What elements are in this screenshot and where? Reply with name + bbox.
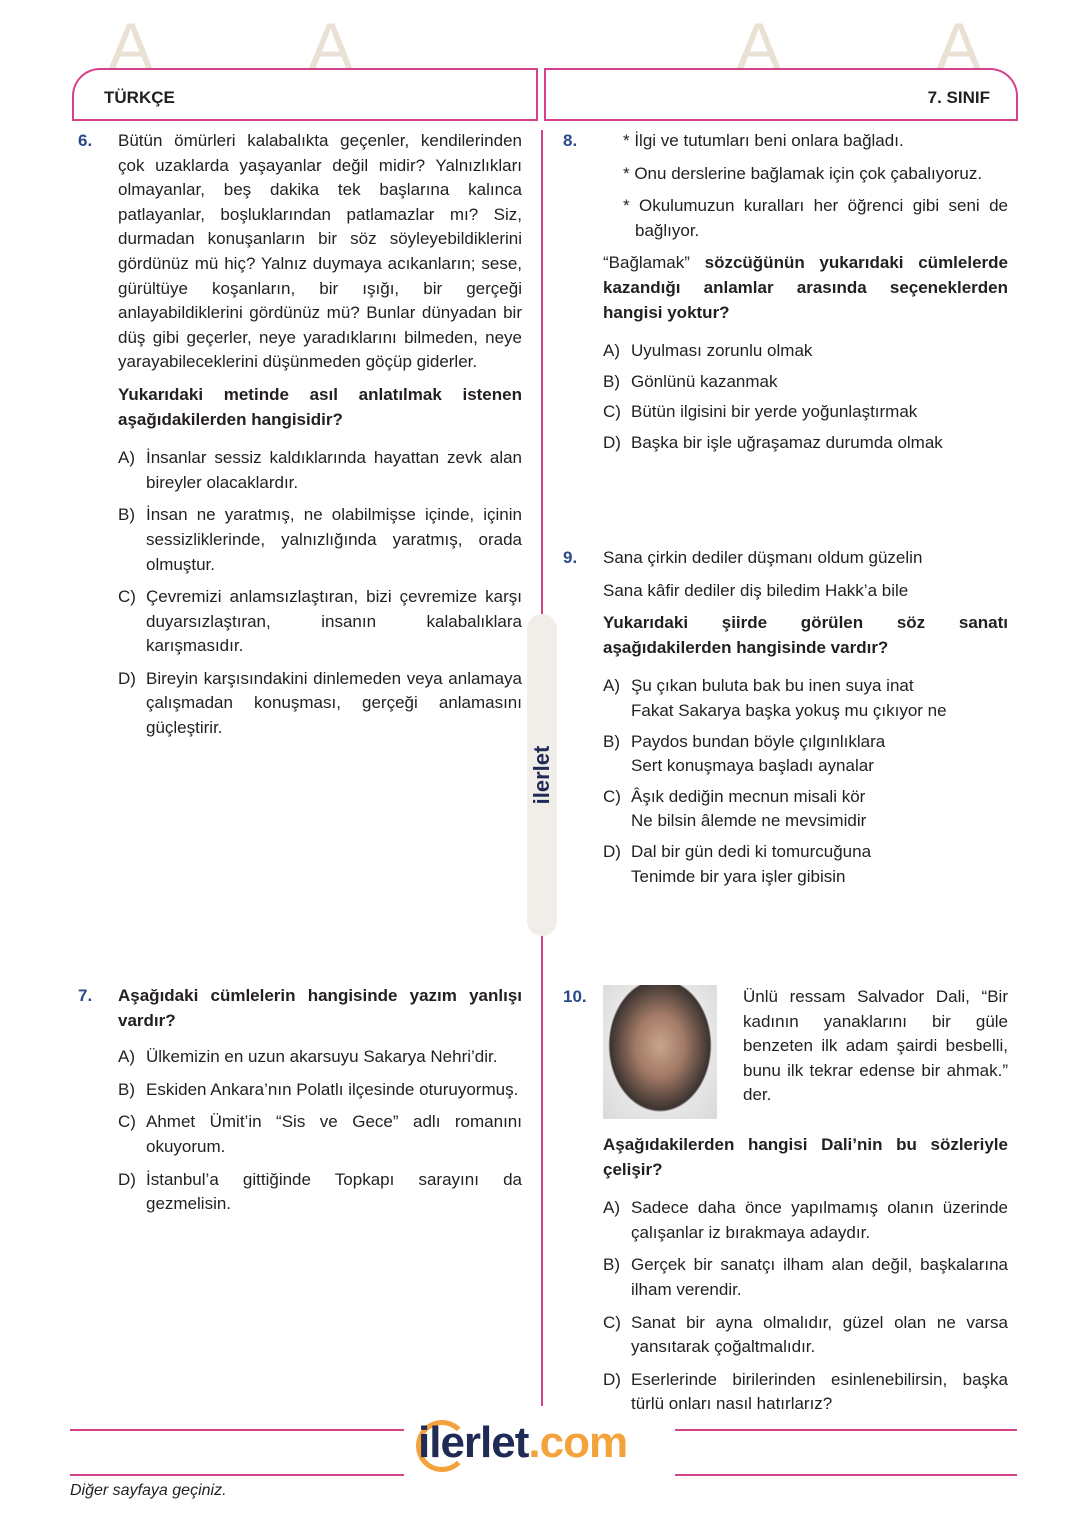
question-8 — [563, 129, 1008, 456]
option-letter: B) — [603, 731, 620, 751]
sentence: * Onu derslerine bağlamak için çok çabalıyoruz. — [623, 163, 983, 183]
option-text: Gönlünü kazanmak — [631, 371, 778, 391]
footer-line — [675, 1474, 1017, 1476]
option-line: Paydos bundan böyle çılgınlıklara — [631, 731, 886, 751]
option-text: Sanat bir ayna olmalıdır, güzel olan ne varsa yansıtarak çoğaltmalıdır. — [631, 1312, 1008, 1357]
footer-line — [70, 1429, 404, 1431]
option-b[interactable] — [603, 730, 1008, 779]
question-6 — [78, 129, 522, 741]
option-text: Eskiden Ankara’nın Polatlı ilçesinde oturuyormuş. — [146, 1079, 519, 1099]
option-d[interactable] — [118, 1168, 522, 1217]
option-letter: C) — [118, 587, 136, 607]
option-a[interactable] — [603, 1196, 1008, 1245]
sentence: * İlgi ve tutumları beni onlara bağladı. — [623, 131, 904, 150]
option-letter: D) — [603, 841, 621, 861]
question-stem — [603, 251, 1008, 325]
salvador-dali-photo — [603, 985, 717, 1119]
side-brand-text: ilerlet — [529, 745, 554, 805]
question-number: 8. — [563, 131, 578, 150]
question-stem: Yukarıdaki metinde asıl anlatılmak istenen aşağıdakilerden hangisidir? — [118, 384, 522, 429]
option-d[interactable] — [603, 1368, 1008, 1417]
sentence: * Okulumuzun kuralları her öğrenci gibi seni de bağlıyor. — [623, 196, 1008, 240]
watermark-letter: A — [936, 9, 982, 85]
option-c[interactable] — [603, 1311, 1008, 1360]
option-letter: D) — [118, 1169, 136, 1189]
option-a[interactable] — [118, 446, 522, 495]
passage: Bütün ömürleri kalabalıkta geçenler, kendilerinden çok uzaklarda yaşayanlar değil midir? Yalnızlıkları olmayanlar, beş dakika tek başlarına kalınca patlayanlar, boşluklarından patlamazlar mı? Siz, durmadan konuşanların bir söz söyleyebildiklerini gördünüz mü hiç? Yalnız duymaya acıkanların; sese, gürültüye koşanların, bir ışığı, bir gerçeği anlayabildiklerini gördünüz mü? Bunlar dünyadan bir düş gibi geçerler, neye yaradıklarını bilmeden, neye yarayabileceklerini düşünmeden göçüp giderler. — [118, 131, 522, 372]
stem-text: sözcüğünün yukarıdaki cümlelerde kazandığı anlamlar arasında seçeneklerden hangisi yoktur? — [603, 253, 1008, 322]
option-text: Uyulması zorunlu olmak — [631, 341, 813, 361]
divider — [544, 119, 1018, 121]
option-line: Sert konuşmaya başladı aynalar — [631, 756, 874, 776]
footer-line — [70, 1474, 404, 1476]
subject-title: TÜRKÇE — [104, 88, 175, 107]
question-9 — [563, 546, 1008, 889]
option-c[interactable] — [118, 585, 522, 659]
question-number: 6. — [78, 131, 93, 150]
logo-main: ilerlet — [418, 1418, 529, 1467]
option-line: Şu çıkan buluta bak bu inen suya inat — [631, 676, 914, 696]
watermark-letter: A — [108, 9, 154, 85]
side-brand-tab — [527, 614, 557, 936]
option-letter: B) — [603, 1255, 620, 1275]
option-text: İstanbul’a gittiğinde Topkapı sarayını da gezmelisin. — [146, 1169, 522, 1214]
option-letter: B) — [118, 505, 135, 525]
option-c[interactable] — [603, 400, 1008, 425]
option-letter: C) — [603, 786, 621, 806]
option-letter: D) — [603, 432, 621, 452]
option-letter: B) — [118, 1079, 135, 1099]
watermark-letter: A — [308, 9, 354, 85]
option-b[interactable] — [603, 370, 1008, 395]
question-10 — [563, 985, 1008, 1417]
option-a[interactable] — [603, 674, 1008, 723]
option-text: Eserlerinde birilerinden esinlenebilirsin, başka türlü onları nasıl hatırlarız? — [631, 1369, 1008, 1414]
option-letter: A) — [603, 1198, 620, 1218]
question-stem: Yukarıdaki şiirde görülen söz sanatı aşağıdakilerden hangisinde vardır? — [603, 613, 1008, 657]
option-text: İnsan ne yaratmış, ne olabilmişse içinde, içinin sessizliklerinde, yalnızlığında yaratmış, orada olmuştur. — [146, 505, 522, 574]
option-b[interactable] — [118, 1078, 522, 1103]
header-left — [72, 68, 538, 120]
passage: Ünlü ressam Salvador Dali, “Bir kadının yanaklarını bir güle benzeten ilk adam şairdi besbelli, bunu ilk tekrar edense bir ahmak.” der. — [743, 987, 1008, 1105]
question-7 — [78, 984, 522, 1217]
question-stem: Aşağıdaki cümlelerin hangisinde yazım yanlışı vardır? — [118, 986, 522, 1030]
option-letter: D) — [118, 668, 136, 688]
divider — [72, 119, 538, 121]
quoted-word: “Bağlamak” — [603, 253, 690, 273]
option-text: Ahmet Ümit’in “Sis ve Gece” adlı romanını okuyorum. — [146, 1112, 522, 1156]
option-c[interactable] — [603, 785, 1008, 834]
option-line: Fakat Sakarya başka yokuş mu çıkıyor ne — [631, 700, 947, 720]
question-stem: Aşağıdakilerden hangisi Dali’nin bu sözleriyle çelişir? — [603, 1135, 1008, 1179]
option-c[interactable] — [118, 1110, 522, 1159]
option-letter: C) — [603, 1312, 621, 1332]
option-text: Çevremizi anlamsızlaştıran, bizi çevremize karşı duyarsızlaştıran, insanın kalabalıklara karışmasıdır. — [146, 587, 522, 656]
question-number: 10. — [563, 987, 587, 1006]
option-text: Bireyin karşısındakini dinlemeden veya anlamaya çalışmadan konuşması, gerçeği anlamasını güçleştirir. — [146, 668, 522, 738]
logo-ext: .com — [528, 1418, 628, 1467]
option-letter: C) — [118, 1112, 136, 1132]
option-text: Bütün ilgisini bir yerde yoğunlaştırmak — [631, 402, 918, 422]
option-line: Ne bilsin âlemde ne mevsimidir — [631, 811, 867, 831]
option-letter: B) — [603, 371, 620, 391]
option-line: Dal bir gün dedi ki tomurcuğuna — [631, 841, 872, 861]
option-d[interactable] — [603, 431, 1008, 456]
option-d[interactable] — [118, 667, 522, 741]
question-number: 7. — [78, 986, 93, 1005]
brand-logo — [418, 1418, 627, 1468]
option-letter: C) — [603, 402, 621, 422]
option-text: Gerçek bir sanatçı ilham alan değil, başkalarına ilham verendir. — [631, 1255, 1008, 1299]
option-a[interactable] — [603, 339, 1008, 364]
option-text: Başka bir işle uğraşamaz durumda olmak — [631, 432, 943, 452]
footer-line — [675, 1429, 1017, 1431]
grade-title: 7. SINIF — [927, 88, 990, 107]
header-right — [544, 68, 1018, 120]
option-b[interactable] — [603, 1253, 1008, 1302]
option-letter: A) — [118, 448, 135, 468]
option-letter: A) — [603, 341, 620, 361]
option-letter: D) — [603, 1369, 621, 1389]
option-b[interactable] — [118, 503, 522, 577]
column-divider — [541, 936, 543, 1406]
question-number: 9. — [563, 548, 578, 567]
option-letter: A) — [118, 1047, 135, 1067]
option-line: Tenimde bir yara işler gibisin — [631, 866, 846, 886]
watermark-letter: A — [736, 9, 782, 85]
option-text: Ülkemizin en uzun akarsuyu Sakarya Nehri’dir. — [146, 1047, 498, 1067]
next-page-note: Diğer sayfaya geçiniz. — [70, 1482, 227, 1499]
option-line: Âşık dediğin mecnun misali kör — [631, 786, 866, 806]
sentence-list — [619, 129, 1008, 243]
verse-line: Sana çirkin dediler düşmanı oldum güzelin — [603, 548, 923, 567]
column-divider — [541, 130, 543, 614]
option-text: Sadece daha önce yapılmamış olanın üzerinde çalışanlar iz bırakmaya adaydır. — [631, 1198, 1008, 1242]
option-a[interactable] — [118, 1045, 522, 1070]
option-d[interactable] — [603, 840, 1008, 889]
option-text: İnsanlar sessiz kaldıklarında hayattan zevk alan bireyler olacaklardır. — [146, 448, 522, 492]
verse-line: Sana kâfir dediler diş biledim Hakk’a bile — [603, 580, 909, 600]
option-letter: A) — [603, 676, 620, 696]
